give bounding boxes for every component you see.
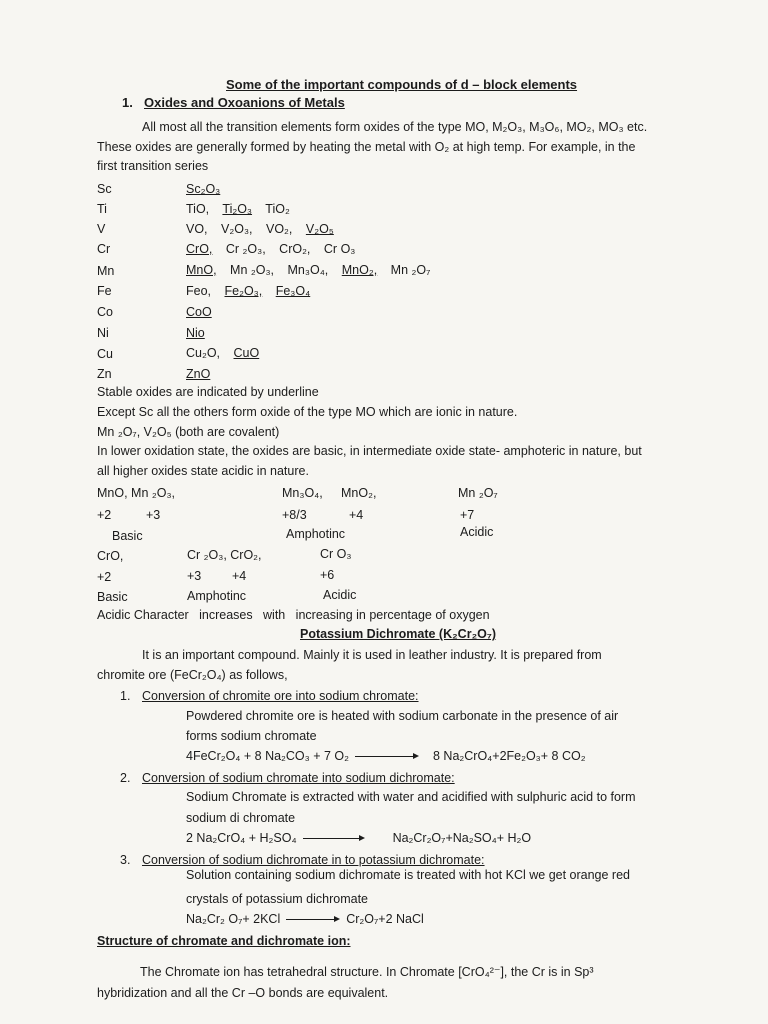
- cr-acidic-oxide: Cr O₃: [320, 547, 352, 561]
- cr-basic-label: Basic: [97, 590, 128, 604]
- reaction-lhs: 2 Na₂CrO₄ + H₂SO₄: [186, 831, 297, 845]
- reaction-equation: [186, 748, 586, 764]
- oxide: Nio: [186, 326, 205, 340]
- oxide-list: [186, 181, 230, 197]
- reaction-equation: [186, 830, 531, 846]
- oxide: Feo,: [186, 284, 212, 298]
- element-label: Cr: [97, 242, 111, 256]
- oxide: Mn ₂O₇: [390, 263, 431, 277]
- step-number: 2.: [120, 771, 131, 785]
- mn-acidic-label: Acidic: [460, 525, 494, 539]
- oxide: Cu₂O,: [186, 346, 221, 360]
- cr-amph-label: Amphotinc: [187, 589, 247, 603]
- oxide: TiO,: [186, 202, 210, 216]
- oxide: Cr ₂O₃,: [225, 242, 266, 256]
- note-line: Mn ₂O₇, V₂O₅ (both are covalent): [97, 425, 280, 439]
- mn-amph-ox-state-2: +4: [349, 508, 364, 522]
- oxide: CoO: [186, 305, 212, 319]
- intro-line-2: These oxides are generally formed by heating the metal with O₂ at high temp. For example, in the: [97, 140, 636, 154]
- note-line: In lower oxidation state, the oxides are basic, in intermediate oxide state- amphoteric in nature, but: [97, 444, 642, 458]
- oxide: CuO: [233, 346, 260, 360]
- oxide-list: [186, 366, 220, 382]
- cr-amph-ox-state-2: +4: [232, 569, 247, 583]
- step-heading: Conversion of sodium chromate into sodium dichromate:: [142, 771, 455, 785]
- element-label: Zn: [97, 367, 112, 381]
- oxide-list: [186, 304, 222, 320]
- step-desc-1: Solution containing sodium dichromate is treated with hot KCl we get orange red: [186, 868, 631, 882]
- reaction-lhs: Na₂Cr₂ O₇+ 2KCl: [186, 912, 281, 926]
- oxide-list: [186, 283, 320, 299]
- cr-amph-ox-state-1: +3: [187, 569, 202, 583]
- oxide: Fe₃O₄: [275, 284, 311, 298]
- step-number: 3.: [120, 853, 131, 867]
- reaction-arrow-icon: [286, 919, 338, 920]
- mn-acidic-ox-state: +7: [460, 508, 475, 522]
- element-label: Mn: [97, 264, 115, 278]
- oxide-list: [186, 262, 440, 278]
- mn-basic-ox-states: +2 +3: [97, 508, 161, 522]
- step-heading: Conversion of sodium dichromate in to potassium dichromate:: [142, 853, 485, 867]
- note-line: all higher oxides state acidic in nature.: [97, 464, 309, 478]
- step-number: 1.: [120, 689, 131, 703]
- kd-para-line-1: It is an important compound. Mainly it is used in leather industry. It is prepared from: [142, 648, 602, 662]
- element-label: Cu: [97, 347, 113, 361]
- intro-line-3: first transition series: [97, 159, 209, 173]
- step-desc-1: Sodium Chromate is extracted with water and acidified with sulphuric acid to form: [186, 790, 636, 804]
- oxide: VO₂,: [266, 222, 293, 236]
- step-desc-2: sodium di chromate: [186, 811, 296, 825]
- note-line: Stable oxides are indicated by underline: [97, 385, 319, 399]
- acidic-character-line: Acidic Character increases with increasing in percentage of oxygen: [97, 608, 490, 622]
- element-label: Fe: [97, 284, 112, 298]
- oxide-list: [186, 201, 300, 217]
- oxide-list: [186, 325, 215, 341]
- reaction-lhs: 4FeCr₂O₄ + 8 Na₂CO₃ + 7 O₂: [186, 749, 349, 763]
- page-title: Some of the important compounds of d – block elements: [226, 77, 578, 92]
- mn-amph-oxide-2: MnO₂,: [341, 486, 377, 500]
- reaction-arrow-icon: [303, 838, 363, 839]
- oxide: Mn ₂O₃,: [230, 263, 275, 277]
- mn-basic-oxides: MnO, Mn ₂O₃,: [97, 486, 176, 500]
- oxide: CrO,: [186, 242, 213, 256]
- step-desc-1: Powdered chromite ore is heated with sodium carbonate in the presence of air: [186, 709, 619, 723]
- reaction-rhs: Na₂Cr₂O₇+Na₂SO₄+ H₂O: [392, 831, 532, 845]
- oxide-list: [186, 221, 344, 237]
- oxide: ZnO: [186, 367, 211, 381]
- element-label: Ni: [97, 326, 109, 340]
- step-desc-2: forms sodium chromate: [186, 729, 317, 743]
- section-number: 1.: [122, 95, 133, 110]
- oxide: MnO₂,: [341, 263, 378, 277]
- mn-acidic-oxide: Mn ₂O₇: [458, 486, 498, 500]
- step-desc-2: crystals of potassium dichromate: [186, 892, 369, 906]
- kd-heading: Potassium Dichromate (K₂Cr₂O₇): [300, 627, 497, 641]
- oxide: CrO₂,: [279, 242, 311, 256]
- oxide: Sc₂O₃: [186, 182, 221, 196]
- cr-basic-oxide: CrO,: [97, 549, 124, 563]
- cr-acidic-label: Acidic: [323, 588, 357, 602]
- cr-basic-ox-state: +2: [97, 570, 112, 584]
- structure-heading: Structure of chromate and dichromate ion:: [97, 934, 351, 948]
- mn-amph-oxide-1: Mn₃O₄,: [282, 486, 323, 500]
- oxide: V₂O₅: [305, 222, 334, 236]
- note-line: Except Sc all the others form oxide of the type MO which are ionic in nature.: [97, 405, 518, 419]
- oxide: Cr O₃: [323, 242, 356, 256]
- structure-line-1: The Chromate ion has tetrahedral structure. In Chromate [CrO₄²⁻], the Cr is in Sp³: [140, 965, 594, 979]
- oxide: V₂O₃,: [221, 222, 253, 236]
- oxide-list: [186, 345, 269, 361]
- oxide: Ti₂O₃: [222, 202, 253, 216]
- reaction-rhs: 8 Na₂CrO₄+2Fe₂O₃+ 8 CO₂: [433, 749, 586, 763]
- element-label: Co: [97, 305, 113, 319]
- intro-line-1: All most all the transition elements form oxides of the type MO, M₂O₃, M₃O₆, MO₂, MO₃ etc.: [142, 120, 648, 134]
- reaction-equation: [186, 911, 424, 927]
- mn-basic-label: Basic: [112, 529, 143, 543]
- oxide: TiO₂: [265, 202, 290, 216]
- mn-amph-ox-state-1: +8/3: [282, 508, 307, 522]
- oxide-list: [186, 241, 365, 257]
- section-heading: Oxides and Oxoanions of Metals: [144, 95, 345, 110]
- cr-amph-oxides: Cr ₂O₃, CrO₂,: [187, 548, 262, 562]
- structure-line-2: hybridization and all the Cr –O bonds are equivalent.: [97, 986, 389, 1000]
- reaction-arrow-icon: [355, 756, 417, 757]
- mn-amph-label: Amphotinc: [286, 527, 346, 541]
- step-heading: Conversion of chromite ore into sodium chromate:: [142, 689, 419, 703]
- oxide: MnO,: [186, 263, 217, 277]
- element-label: V: [97, 222, 106, 236]
- oxide: Mn₃O₄,: [287, 263, 329, 277]
- oxide: Fe₂O₃,: [224, 284, 263, 298]
- reaction-rhs: Cr₂O₇+2 NaCl: [346, 912, 424, 926]
- element-label: Ti: [97, 202, 107, 216]
- cr-acidic-ox-state: +6: [320, 568, 335, 582]
- kd-para-line-2: chromite ore (FeCr₂O₄) as follows,: [97, 668, 288, 682]
- oxide: VO,: [186, 222, 208, 236]
- element-label: Sc: [97, 182, 112, 196]
